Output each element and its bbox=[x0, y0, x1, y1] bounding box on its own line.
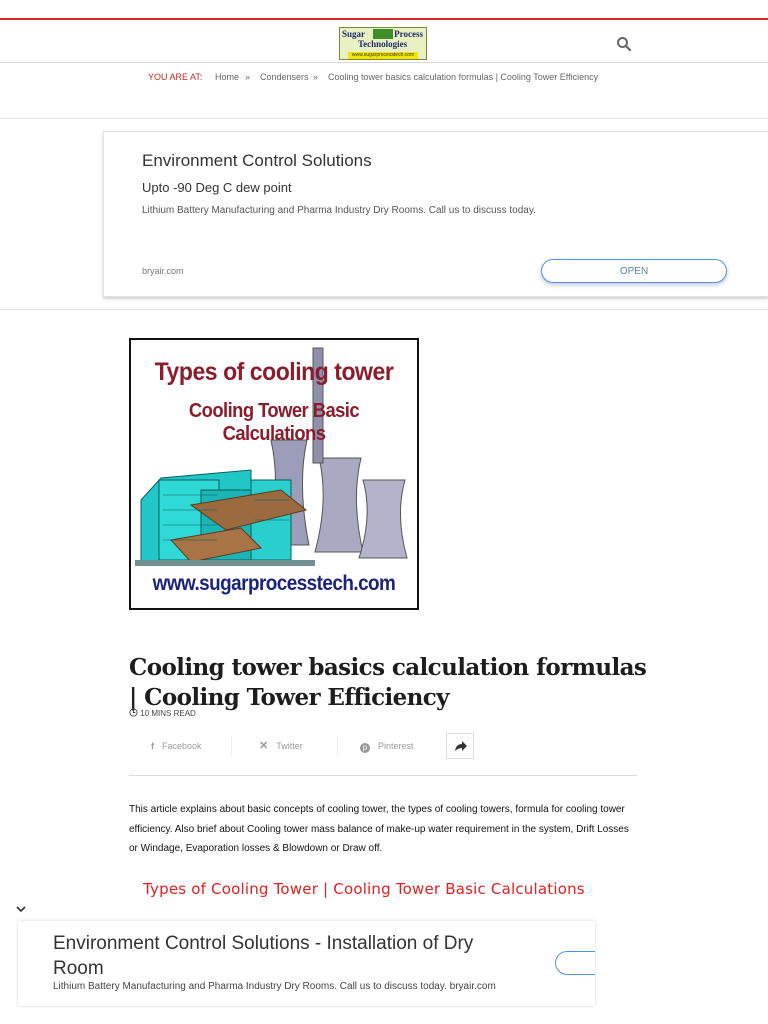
bottom-sticky-ad[interactable] bbox=[18, 921, 595, 1006]
share-pinterest-label: Pinterest bbox=[378, 741, 414, 751]
chevron-down-icon[interactable] bbox=[15, 904, 27, 914]
breadcrumb-separator: » bbox=[313, 72, 319, 82]
breadcrumb-home-link[interactable]: Home bbox=[215, 72, 240, 82]
ad-open-button[interactable]: OPEN bbox=[541, 259, 727, 283]
article-divider bbox=[129, 775, 637, 776]
read-time-text: 10 MINS READ bbox=[140, 709, 196, 718]
article-intro: This article explains about basic concepts of cooling tower, the types of cooling towers, formula for cooling tower efficiency. Also brief about Cooling tower mass balance of make-up water requirement in the system, Drift Losses or Windage, Evaporation losses & Blowdown or Draw off. bbox=[129, 804, 629, 854]
share-bar bbox=[129, 732, 637, 760]
search-icon[interactable] bbox=[616, 36, 632, 52]
section-heading-link[interactable]: Types of Cooling Tower | Cooling Tower Basic Calculations bbox=[143, 880, 585, 898]
share-pinterest[interactable] bbox=[360, 732, 414, 760]
bottom-ad-title[interactable]: Environment Control Solutions - Installation of Dry Room bbox=[53, 933, 474, 979]
share-twitter-label: Twitter bbox=[276, 741, 303, 751]
site-header bbox=[0, 20, 768, 63]
top-ad-banner bbox=[0, 118, 768, 310]
ad-subtitle: Upto -90 Deg C dew point bbox=[142, 180, 292, 195]
bottom-ad-description: Lithium Battery Manufacturing and Pharma Industry Dry Rooms. Call us to discuss today. bryair.com bbox=[53, 981, 496, 992]
breadcrumb-separator: » bbox=[245, 72, 251, 82]
share-more-button[interactable] bbox=[446, 733, 474, 759]
share-arrow-icon bbox=[447, 734, 473, 758]
ad-description: Lithium Battery Manufacturing and Pharma Industry Dry Rooms. Call us to discuss today. bbox=[142, 205, 536, 216]
facebook-icon: f bbox=[151, 741, 154, 751]
featured-image bbox=[129, 338, 419, 610]
featured-url: www.sugarprocesstech.com bbox=[152, 572, 396, 595]
ad-title[interactable]: Environment Control Solutions bbox=[142, 151, 372, 170]
site-logo[interactable] bbox=[339, 27, 427, 60]
bottom-ad-open-button[interactable] bbox=[555, 951, 595, 975]
ad-domain: bryair.com bbox=[142, 266, 184, 276]
logo-text-technologies: Technologies bbox=[358, 39, 408, 49]
breadcrumb-label: YOU ARE AT: bbox=[148, 72, 203, 82]
clock-icon bbox=[129, 708, 138, 717]
pinterest-icon: p bbox=[360, 743, 370, 753]
logo-url-strip: www.sugarprocesstech.com bbox=[348, 52, 418, 59]
share-facebook[interactable] bbox=[151, 732, 202, 760]
breadcrumb-condensers-link[interactable]: Condensers bbox=[260, 72, 309, 82]
x-twitter-icon: ✕ bbox=[259, 740, 269, 752]
top-ad-card[interactable] bbox=[103, 131, 768, 297]
breadcrumb-current-page: Cooling tower basics calculation formulas | Cooling Tower Efficiency bbox=[328, 72, 599, 82]
logo-text-process: Process bbox=[394, 29, 423, 39]
read-time bbox=[129, 708, 196, 718]
logo-text-sugar: Sugar bbox=[342, 29, 366, 39]
share-facebook-label: Facebook bbox=[162, 741, 202, 751]
share-divider bbox=[337, 736, 338, 756]
share-twitter[interactable] bbox=[259, 732, 303, 760]
logo-leaf-graphic bbox=[373, 29, 393, 39]
featured-title-1: Types of cooling tower bbox=[154, 358, 394, 386]
article-title: Cooling tower basics calculation formulas | Cooling Tower Efficiency bbox=[129, 654, 647, 712]
breadcrumb bbox=[0, 70, 768, 86]
share-divider bbox=[231, 736, 232, 756]
featured-title-2: Cooling Tower Basic Calculations bbox=[188, 400, 360, 445]
